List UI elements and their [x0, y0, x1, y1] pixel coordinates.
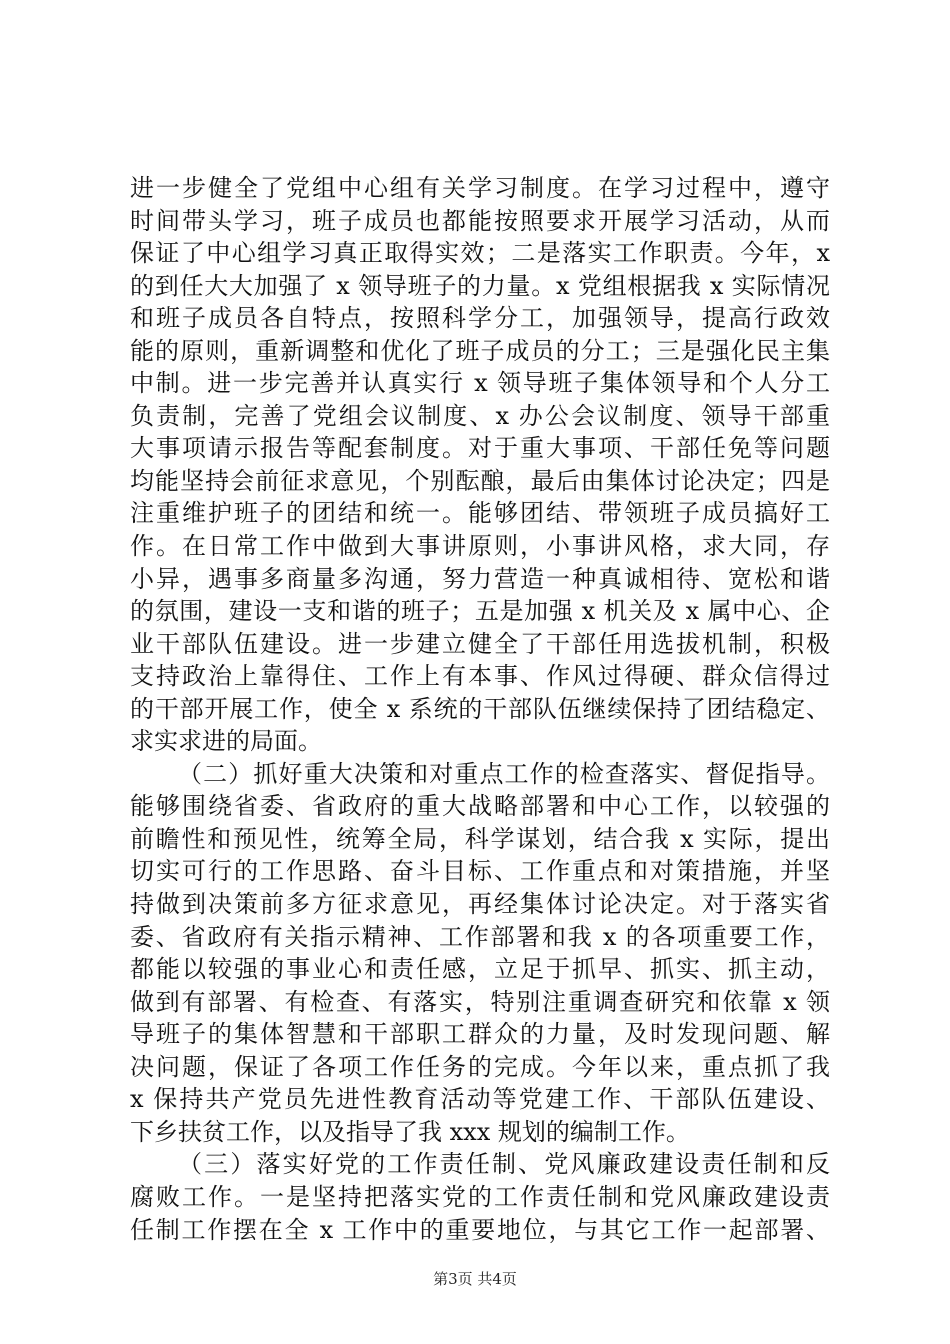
text-line: 作。在日常工作中做到大事讲原则，小事讲风格，求大同，存: [130, 532, 830, 561]
text-line: 注重维护班子的团结和统一。能够团结、带领班子成员搞好工: [130, 499, 830, 528]
text-line: x 保持共产党员先进性教育活动等党建工作、干部队伍建设、: [130, 1085, 830, 1114]
text-line: 进一步健全了党组中心组有关学习制度。在学习过程中，遵守: [130, 174, 830, 202]
text-line: 任制工作摆在全 x 工作中的重要地位，与其它工作一起部署、: [130, 1215, 830, 1244]
text-line: 下乡扶贫工作，以及指导了我 xxx 规划的编制工作。: [130, 1117, 690, 1146]
text-line: 决问题，保证了各项工作任务的完成。今年以来，重点抓了我: [130, 1052, 830, 1081]
text-line: 负责制，完善了党组会议制度、x 办公会议制度、领导干部重: [130, 401, 830, 430]
text-line: 均能坚持会前征求意见，个别酝酿，最后由集体讨论决定；四是: [130, 466, 830, 495]
text-line: 都能以较强的事业心和责任感，立足于抓早、抓实、抓主动，: [130, 955, 830, 984]
text-line: 大事项请示报告等配套制度。对于重大事项、干部任免等问题: [130, 434, 830, 463]
page-number-label: 第3页 共4页: [433, 1270, 517, 1288]
text-line: 能够围绕省委、省政府的重大战略部署和中心工作，以较强的: [130, 792, 830, 821]
text-line: 做到有部署、有检查、有落实，特别注重调查研究和依靠 x 领: [130, 987, 830, 1016]
text-line: 和班子成员各自特点，按照科学分工，加强领导，提高行政效: [130, 304, 830, 333]
text-line: 时间带头学习，班子成员也都能按照要求开展学习活动，从而: [130, 206, 830, 235]
text-line: 持做到决策前多方征求意见，再经集体讨论决定。对于落实省: [130, 890, 830, 919]
text-line: 能的原则，重新调整和优化了班子成员的分工；三是强化民主集: [130, 336, 830, 365]
text-line: 业干部队伍建设。进一步建立健全了干部任用选拔机制，积极: [130, 629, 830, 658]
text-line: 委、省政府有关指示精神、工作部署和我 x 的各项重要工作，: [130, 922, 830, 951]
text-line: 求实求进的局面。: [130, 727, 322, 756]
text-line: 支持政治上靠得住、工作上有本事、作风过得硬、群众信得过: [130, 662, 830, 691]
text-line: 腐败工作。一是坚持把落实党的工作责任制和党风廉政建设责: [130, 1182, 830, 1211]
text-line: 的到任大大加强了 x 领导班子的力量。x 党组根据我 x 实际情况: [130, 271, 830, 300]
text-line: 中制。进一步完善并认真实行 x 领导班子集体领导和个人分工: [130, 369, 830, 398]
text-line: 导班子的集体智慧和干部职工群众的力量，及时发现问题、解: [130, 1020, 830, 1049]
text-line: 切实可行的工作思路、奋斗目标、工作重点和对策措施，并坚: [130, 857, 830, 886]
text-line: 的干部开展工作，使全 x 系统的干部队伍继续保持了团结稳定、: [130, 694, 830, 723]
body-text: [130, 172, 830, 1246]
text-line: 小异，遇事多商量多沟通，努力营造一种真诚相待、宽松和谐: [130, 564, 830, 593]
text-line: 前瞻性和预见性，统筹全局，科学谋划，结合我 x 实际，提出: [130, 824, 830, 853]
section-heading-line: （三）落实好党的工作责任制、党风廉政建设责任制和反: [178, 1150, 830, 1179]
text-line: 的氛围，建设一支和谐的班子；五是加强 x 机关及 x 属中心、企: [130, 597, 830, 626]
section-heading-line: （二）抓好重大决策和对重点工作的检查落实、督促指导。: [178, 759, 830, 788]
text-line: 保证了中心组学习真正取得实效；二是落实工作职责。今年，x: [130, 239, 830, 268]
page-footer: [0, 1269, 950, 1289]
